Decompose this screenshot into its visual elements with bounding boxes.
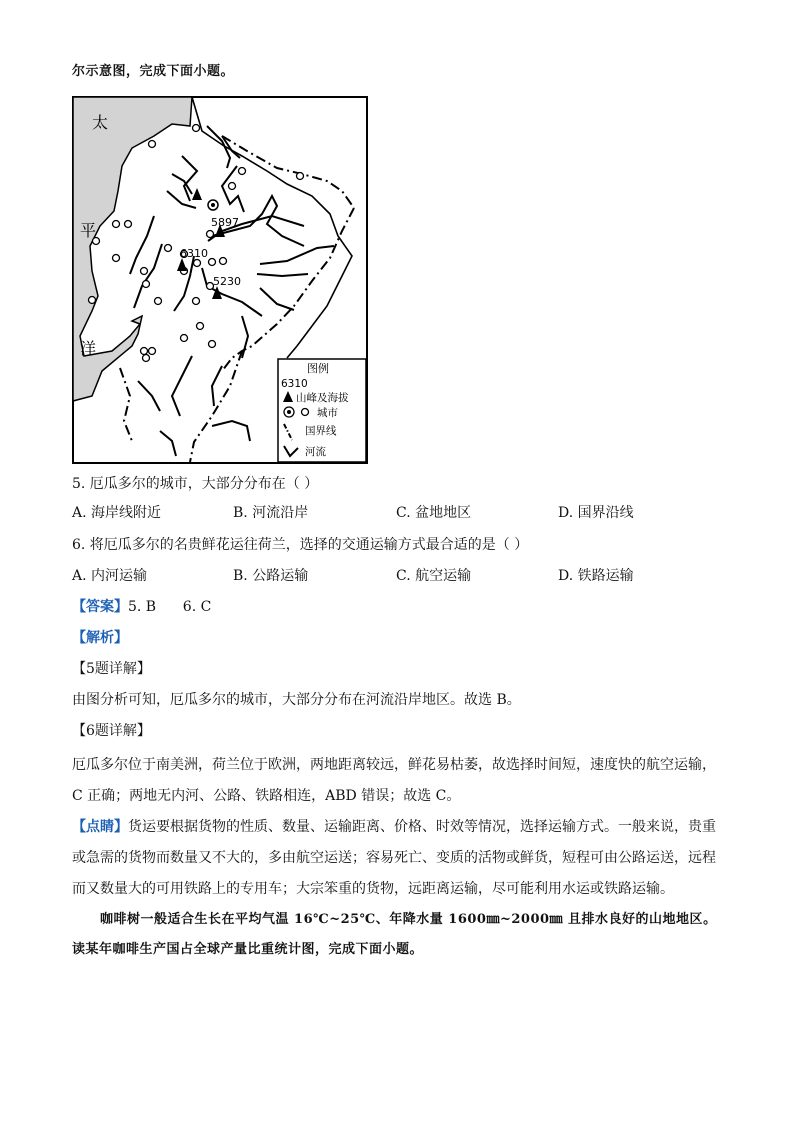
q6-option-d: D. 铁路运输 <box>558 568 634 584</box>
legend-city-icon <box>302 409 309 416</box>
peak-label-5230: 5230 <box>213 275 241 288</box>
intro-text: 尔示意图，完成下面小题。 <box>72 64 235 79</box>
answer-text: 5. B 6. C <box>128 599 212 615</box>
q5-option-b: B. 河流沿岸 <box>233 505 309 521</box>
peak-label-5897: 5897 <box>211 216 239 229</box>
answer-label: 【答案】 <box>72 599 128 615</box>
q5-option-a: A. 海岸线附近 <box>72 505 162 521</box>
detail6-label: 【6题详解】 <box>72 723 151 739</box>
peak-label-6310: 6310 <box>180 247 208 260</box>
analysis-label: 【解析】 <box>72 630 128 646</box>
legend-city-label: 城市 <box>317 407 338 419</box>
ocean-char-3: 洋 <box>80 339 97 358</box>
legend-peak-label: 山峰及海拔 <box>296 392 349 404</box>
q6-option-c: C. 航空运输 <box>396 568 472 584</box>
q6-option-b: B. 公路运输 <box>233 568 309 584</box>
answer-line <box>72 597 211 617</box>
ocean-char-2: 平 <box>80 221 97 240</box>
coffee-intro: 咖啡树一般适合生长在平均气温 16℃~25℃、年降水量 1600㎜~2000㎜ 且排水良好的山地地区。读某年咖啡生产国占全球产量比重统计图，完成下面小题。 <box>72 912 717 957</box>
ocean-char-1: 太 <box>92 113 109 132</box>
legend-title: 图例 <box>307 362 329 375</box>
legend-river-label: 河流 <box>305 446 326 458</box>
tip-paragraph <box>72 812 722 905</box>
detail5-text: 由图分析可知，厄瓜多尔的城市，大部分分布在河流沿岸地区。故选 B。 <box>72 692 521 708</box>
q6-stem: 6. 将厄瓜多尔的名贵鲜花运往荷兰，选择的交通运输方式最合适的是（ ） <box>72 537 529 553</box>
q6-option-a: A. 内河运输 <box>72 568 148 584</box>
detail5-label: 【5题详解】 <box>72 661 151 677</box>
legend-border-label: 国界线 <box>305 425 337 437</box>
legend-peak-sample: 6310 <box>281 378 308 390</box>
ecuador-map <box>72 96 368 464</box>
tip-label: 【点睛】 <box>72 819 128 835</box>
q5-option-d: D. 国界沿线 <box>558 505 634 521</box>
q5-stem: 5. 厄瓜多尔的城市，大部分分布在（ ） <box>72 476 319 492</box>
tip-text: 货运要根据货物的性质、数量、运输距离、价格、时效等情况，选择运输方式。一般来说，贵重或急需的货物而数量又不大的，多由航空运送；容易死亡、变质的活物或鲜货，短程可由公路运送，远程而又数量大的可用铁路上的专用车；大宗笨重的货物，远距离运输，尽可能利用水运或铁路运输。 <box>72 819 716 897</box>
map-legend <box>278 359 366 462</box>
q5-option-c: C. 盆地地区 <box>396 505 472 521</box>
detail6-text: 厄瓜多尔位于南美洲，荷兰位于欧洲，两地距离较远，鲜花易枯萎，故选择时间短，速度快的航空运输，C 正确；两地无内河、公路、铁路相连，ABD 错误；故选 C。 <box>72 757 716 804</box>
